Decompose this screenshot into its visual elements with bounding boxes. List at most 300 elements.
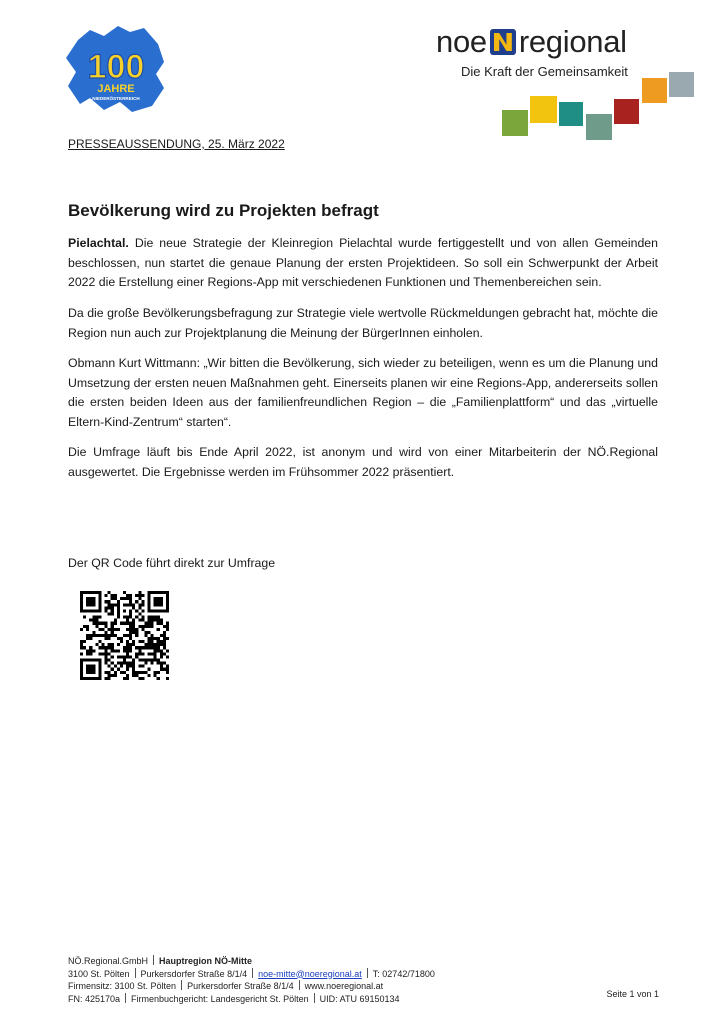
qr-module: [123, 609, 126, 612]
qr-module: [138, 677, 141, 680]
deco-square-grey: [669, 72, 694, 97]
qr-module: [163, 631, 166, 634]
qr-module: [89, 649, 92, 652]
qr-module: [123, 655, 126, 658]
qr-module: [132, 606, 135, 609]
footer-seat: Firmensitz: 3100 St. Pölten: [68, 981, 177, 991]
qr-module: [86, 625, 89, 628]
qr-module: [120, 662, 123, 665]
qr-module: [135, 652, 138, 655]
qr-module: [117, 600, 120, 603]
qr-module: [80, 628, 83, 631]
qr-module: [95, 625, 98, 628]
qr-module: [111, 603, 114, 606]
qr-module: [141, 594, 144, 597]
qr-module: [126, 594, 129, 597]
qr-module: [160, 662, 163, 665]
separator: [314, 993, 315, 1003]
qr-module: [148, 622, 151, 625]
paragraph-1: [68, 234, 658, 293]
qr-module: [101, 646, 104, 649]
qr-module: [157, 649, 160, 652]
deco-square-red: [614, 99, 639, 124]
qr-module: [141, 671, 144, 674]
qr-module: [114, 674, 117, 677]
qr-module: [126, 655, 129, 658]
qr-module: [126, 674, 129, 677]
logo-subtext: NIEDERÖSTERREICH: [92, 96, 140, 101]
qr-module: [141, 600, 144, 603]
qr-module: [120, 622, 123, 625]
qr-module: [92, 634, 95, 637]
qr-module: [105, 659, 108, 662]
qr-module: [129, 609, 132, 612]
qr-module: [148, 631, 151, 634]
brand-regional: regional: [518, 24, 627, 59]
qr-module: [166, 622, 169, 625]
footer-street: Purkersdorfer Straße 8/1/4: [140, 968, 248, 979]
qr-finder-pattern: [86, 665, 95, 674]
qr-module: [163, 625, 166, 628]
footer: [68, 955, 663, 1005]
qr-module: [126, 662, 129, 665]
qr-module: [105, 600, 108, 603]
qr-module: [108, 643, 111, 646]
paragraph-3: Obmann Kurt Wittmann: „Wir bitten die Bevölkerung, sich wieder zu beteiligen, wenn es um die Planung und Umsetzung der ersten neuen Maßnahmen geht. Einerseits planen wir eine Regions-App, andererseits sollen die ersten beiden Ideen aus der familienfreundlichen Region – die „Familienplattform“ und das „virtuelle Eltern-Kind-Zentrum“ starten“.: [68, 356, 658, 429]
qr-module: [105, 631, 108, 634]
qr-module: [151, 619, 154, 622]
qr-module: [108, 652, 111, 655]
qr-module: [92, 622, 95, 625]
qr-module: [166, 665, 169, 668]
qr-module: [108, 659, 111, 662]
qr-module: [126, 652, 129, 655]
qr-module: [114, 619, 117, 622]
qr-module: [126, 643, 129, 646]
qr-module: [129, 597, 132, 600]
qr-module: [129, 643, 132, 646]
footer-email-link[interactable]: noe-mitte@noeregional.at: [258, 968, 362, 979]
qr-module: [144, 625, 147, 628]
qr-module: [135, 628, 138, 631]
qr-module: [111, 631, 114, 634]
qr-module: [141, 640, 144, 643]
qr-module: [117, 649, 120, 652]
qr-module: [105, 646, 108, 649]
qr-module: [157, 659, 160, 662]
qr-module: [141, 646, 144, 649]
qr-module: [92, 631, 95, 634]
qr-module: [126, 597, 129, 600]
qr-module: [105, 637, 108, 640]
qr-module: [98, 628, 101, 631]
qr-module: [151, 662, 154, 665]
separator: [135, 968, 136, 978]
footer-region: Hauptregion NÖ-Mitte: [159, 956, 253, 966]
qr-module: [135, 646, 138, 649]
qr-module: [160, 649, 163, 652]
qr-module: [132, 619, 135, 622]
separator: [299, 980, 300, 990]
qr-module: [111, 622, 114, 625]
qr-module: [108, 671, 111, 674]
qr-module: [117, 643, 120, 646]
qr-module: [151, 643, 154, 646]
qr-module: [141, 659, 144, 662]
qr-module: [157, 677, 160, 680]
qr-module: [144, 659, 147, 662]
qr-module: [117, 628, 120, 631]
qr-module: [135, 609, 138, 612]
qr-module: [108, 612, 111, 615]
qr-module: [108, 603, 111, 606]
qr-module: [160, 640, 163, 643]
qr-module: [141, 616, 144, 619]
qr-module: [108, 606, 111, 609]
qr-module: [120, 640, 123, 643]
footer-line-1: [68, 955, 663, 968]
qr-module: [151, 640, 154, 643]
qr-module: [148, 640, 151, 643]
qr-module: [120, 671, 123, 674]
qr-module: [108, 637, 111, 640]
qr-module: [111, 674, 114, 677]
qr-module: [126, 640, 129, 643]
qr-module: [129, 631, 132, 634]
qr-module: [135, 674, 138, 677]
qr-module: [89, 652, 92, 655]
qr-module: [105, 649, 108, 652]
qr-module: [80, 643, 83, 646]
qr-module: [129, 655, 132, 658]
qr-module: [148, 659, 151, 662]
separator: [125, 993, 126, 1003]
qr-module: [114, 603, 117, 606]
qr-module: [120, 655, 123, 658]
qr-module: [151, 616, 154, 619]
qr-module: [80, 640, 83, 643]
brand-noe: noe: [436, 24, 487, 59]
logo-number: 100: [87, 48, 145, 86]
qr-module: [160, 619, 163, 622]
qr-module: [129, 637, 132, 640]
qr-module: [157, 662, 160, 665]
qr-module: [160, 622, 163, 625]
qr-module: [148, 674, 151, 677]
qr-module: [129, 603, 132, 606]
qr-module: [108, 628, 111, 631]
qr-module: [105, 671, 108, 674]
qr-module: [132, 643, 135, 646]
qr-module: [144, 631, 147, 634]
qr-module: [166, 655, 169, 658]
separator: [181, 980, 182, 990]
qr-module: [105, 594, 108, 597]
qr-module: [154, 619, 157, 622]
qr-module: [123, 662, 126, 665]
qr-module: [114, 622, 117, 625]
qr-module: [144, 634, 147, 637]
qr-module: [108, 591, 111, 594]
qr-module: [132, 659, 135, 662]
qr-module: [83, 640, 86, 643]
qr-module: [157, 643, 160, 646]
qr-module: [129, 616, 132, 619]
qr-module: [111, 646, 114, 649]
qr-module: [163, 668, 166, 671]
qr-module: [101, 628, 104, 631]
n-logo-icon: [490, 29, 516, 55]
qr-module: [129, 600, 132, 603]
qr-module: [95, 643, 98, 646]
qr-module: [160, 668, 163, 671]
qr-module: [148, 637, 151, 640]
qr-module: [123, 603, 126, 606]
qr-module: [95, 622, 98, 625]
qr-module: [163, 640, 166, 643]
qr-module: [132, 603, 135, 606]
qr-module: [114, 597, 117, 600]
qr-module: [144, 622, 147, 625]
qr-module: [160, 634, 163, 637]
qr-module: [105, 622, 108, 625]
qr-module: [117, 606, 120, 609]
qr-module: [148, 625, 151, 628]
qr-module: [120, 637, 123, 640]
qr-module: [135, 671, 138, 674]
paragraph-1-text: Die neue Strategie der Kleinregion Pielachtal wurde fertiggestellt und von allen Gemeinden beschlossen, nun startet die genaue Planung der ersten Projektideen. So soll ein Schwerpunkt der Arbeit 2022 die Erstellung einer Regions-App mit verschiedenen Funktionen und Themenbereichen sein.: [68, 236, 658, 290]
qr-module: [154, 646, 157, 649]
qr-module: [89, 619, 92, 622]
qr-module: [126, 619, 129, 622]
qr-module: [154, 659, 157, 662]
qr-module: [117, 637, 120, 640]
footer-fn: FN: 425170a: [68, 993, 121, 1004]
qr-module: [95, 634, 98, 637]
qr-module: [114, 594, 117, 597]
qr-module: [138, 649, 141, 652]
qr-module: [101, 622, 104, 625]
qr-module: [126, 668, 129, 671]
qr-module: [126, 665, 129, 668]
footer-line-4: [68, 993, 663, 1006]
qr-module: [123, 616, 126, 619]
qr-module: [98, 634, 101, 637]
paragraph-4: Die Umfrage läuft bis Ende April 2022, ist anonym und wird von einer Mitarbeiterin der NÖ.Regional ausgewertet. Die Ergebnisse werden im Frühsommer 2022 präsentiert.: [68, 445, 658, 479]
qr-module: [154, 655, 157, 658]
qr-module: [108, 634, 111, 637]
qr-module: [163, 662, 166, 665]
qr-module: [132, 628, 135, 631]
qr-module: [157, 671, 160, 674]
qr-module: [83, 646, 86, 649]
100-jahre-logo: [60, 22, 170, 122]
qr-module: [151, 646, 154, 649]
qr-module: [111, 609, 114, 612]
qr-module: [111, 594, 114, 597]
qr-module: [98, 640, 101, 643]
qr-module: [138, 640, 141, 643]
qr-module: [148, 643, 151, 646]
qr-module: [138, 612, 141, 615]
qr-module: [108, 677, 111, 680]
qr-module: [132, 625, 135, 628]
qr-finder-pattern: [154, 597, 163, 606]
qr-module: [80, 646, 83, 649]
paragraph-2: Da die große Bevölkerungsbefragung zur Strategie viele wertvolle Rückmeldungen gebracht hat, möchte die Region nun auch zur Projektplanung die Meinung der BürgerInnen einholen.: [68, 306, 658, 340]
qr-module: [157, 640, 160, 643]
qr-module: [138, 603, 141, 606]
qr-module: [148, 616, 151, 619]
qr-module: [163, 646, 166, 649]
qr-module: [138, 597, 141, 600]
qr-module: [101, 634, 104, 637]
qr-module: [126, 677, 129, 680]
qr-module: [86, 637, 89, 640]
qr-module: [105, 652, 108, 655]
qr-module: [157, 619, 160, 622]
qr-module: [123, 659, 126, 662]
qr-module: [92, 616, 95, 619]
qr-module: [132, 662, 135, 665]
qr-module: [123, 646, 126, 649]
qr-module: [80, 652, 83, 655]
qr-module: [151, 622, 154, 625]
qr-module: [117, 662, 120, 665]
qr-module: [154, 674, 157, 677]
qr-module: [163, 652, 166, 655]
qr-module: [141, 619, 144, 622]
qr-module: [154, 671, 157, 674]
qr-module: [117, 609, 120, 612]
footer-seat-street: Purkersdorfer Straße 8/1/4: [187, 981, 294, 991]
qr-module: [89, 637, 92, 640]
qr-module: [166, 668, 169, 671]
deco-square-orange: [642, 78, 667, 103]
qr-module: [101, 643, 104, 646]
qr-module: [144, 671, 147, 674]
qr-module: [129, 622, 132, 625]
qr-module: [141, 625, 144, 628]
qr-module: [148, 668, 151, 671]
qr-module: [86, 634, 89, 637]
footer-line-2: [68, 968, 663, 981]
qr-module: [86, 628, 89, 631]
qr-module: [157, 616, 160, 619]
qr-module: [105, 655, 108, 658]
qr-module: [160, 643, 163, 646]
qr-module: [144, 646, 147, 649]
qr-module: [117, 603, 120, 606]
qr-module: [111, 649, 114, 652]
qr-module: [160, 665, 163, 668]
qr-module: [105, 634, 108, 637]
qr-module: [117, 612, 120, 615]
qr-module: [123, 677, 126, 680]
qr-module: [126, 649, 129, 652]
deco-square-teal: [559, 102, 583, 126]
qr-module: [166, 649, 169, 652]
qr-module: [111, 668, 114, 671]
qr-module: [151, 634, 154, 637]
qr-module: [163, 643, 166, 646]
qr-module: [154, 616, 157, 619]
qr-module: [86, 649, 89, 652]
qr-module: [135, 631, 138, 634]
qr-module: [101, 652, 104, 655]
qr-module: [111, 628, 114, 631]
qr-module: [151, 637, 154, 640]
qr-module: [166, 637, 169, 640]
qr-module: [123, 622, 126, 625]
qr-module: [98, 616, 101, 619]
qr-module: [114, 671, 117, 674]
logo-word: JAHRE: [97, 83, 135, 95]
qr-module: [132, 671, 135, 674]
noeregional-brand: [436, 22, 666, 62]
qr-module: [120, 597, 123, 600]
qr-module: [138, 671, 141, 674]
headline: Bevölkerung wird zu Projekten befragt: [68, 201, 379, 220]
qr-module: [135, 600, 138, 603]
qr-module: [144, 643, 147, 646]
qr-module: [92, 619, 95, 622]
qr-module: [98, 652, 101, 655]
qr-module: [126, 634, 129, 637]
qr-module: [129, 628, 132, 631]
qr-module: [138, 591, 141, 594]
qr-module: [123, 671, 126, 674]
footer-line-3: [68, 980, 663, 993]
qr-module: [138, 646, 141, 649]
qr-module: [111, 625, 114, 628]
qr-module: [132, 665, 135, 668]
deco-square-green: [502, 110, 528, 136]
footer-uid: UID: ATU 69150134: [319, 993, 400, 1004]
qr-module: [157, 628, 160, 631]
qr-module: [83, 625, 86, 628]
qr-module: [123, 591, 126, 594]
qr-module: [154, 637, 157, 640]
qr-module: [141, 609, 144, 612]
qr-caption: Der QR Code führt direkt zur Umfrage: [68, 556, 276, 570]
qr-module: [129, 662, 132, 665]
qr-module: [141, 677, 144, 680]
qr-code[interactable]: [80, 591, 169, 680]
qr-module: [111, 662, 114, 665]
qr-module: [141, 628, 144, 631]
qr-module: [129, 665, 132, 668]
footer-court: Firmenbuchgericht: Landesgericht St. Pölten: [131, 993, 309, 1004]
qr-module: [166, 677, 169, 680]
footer-address: 3100 St. Pölten: [68, 968, 130, 979]
qr-module: [117, 655, 120, 658]
dateline-place: Pielachtal.: [68, 236, 129, 250]
qr-module: [138, 659, 141, 662]
qr-module: [126, 646, 129, 649]
qr-module: [132, 622, 135, 625]
qr-module: [111, 606, 114, 609]
qr-module: [138, 619, 141, 622]
qr-module: [114, 634, 117, 637]
qr-module: [126, 616, 129, 619]
qr-module: [132, 640, 135, 643]
qr-module: [148, 652, 151, 655]
qr-module: [141, 665, 144, 668]
qr-module: [95, 616, 98, 619]
qr-module: [108, 665, 111, 668]
qr-module: [129, 646, 132, 649]
